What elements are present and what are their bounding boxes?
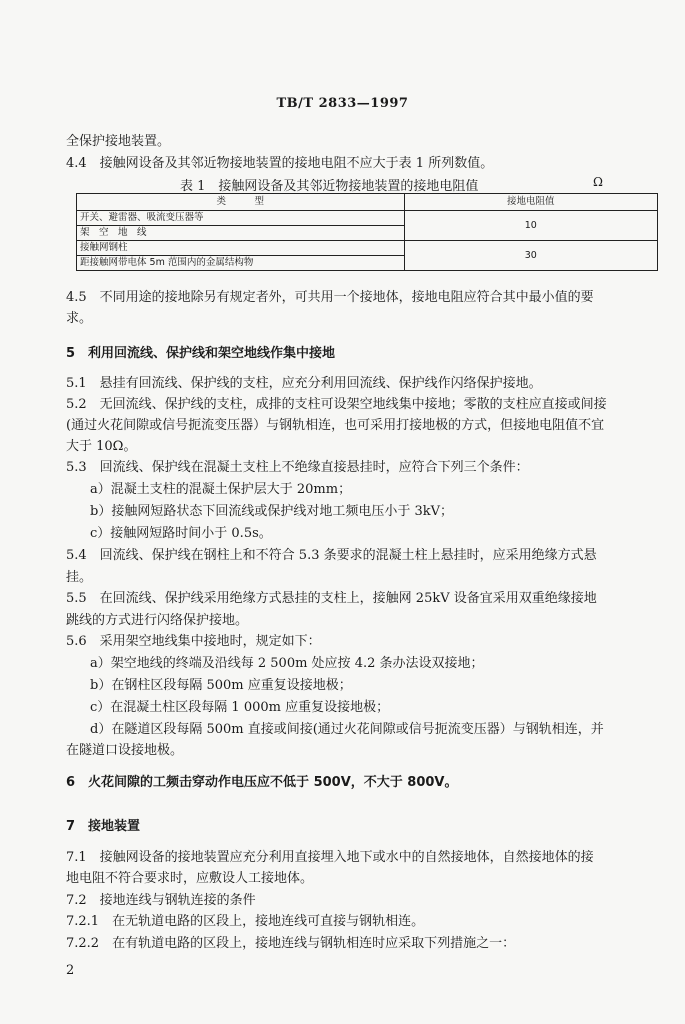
list-item: b）接触网短路状态下回流线或保护线对地工频电压小于 3kV； <box>90 504 453 519</box>
section-7-heading: 7 接地装置 <box>66 819 141 834</box>
text-line: (通过火花间隙或信号扼流变压器）与钢轨相连，也可采用打接地极的方式，但接地电阻值不宜 <box>66 418 605 433</box>
text-line: 全保护接地装置。 <box>66 134 171 149</box>
clause-7-1: 7.1 接触网设备的接地装置应充分利用直接埋入地下或水中的自然接地体，自然接地体的接 <box>66 850 594 865</box>
clause-5-3: 5.3 回流线、保护线在混凝土支柱上不绝缘直接悬挂时，应符合下列三个条件： <box>66 460 529 475</box>
page-number: 2 <box>66 963 75 978</box>
clause-7-2-2: 7.2.2 在有轨道电路的区段上，接地连线与钢轨相连时应采取下列措施之一： <box>66 936 516 951</box>
table-unit: Ω <box>593 175 603 189</box>
section-6-heading: 6 火花间隙的工频击穿动作电压应不低于 500V，不大于 800V。 <box>66 775 458 790</box>
clause-4-5: 4.5 不同用途的接地除另有规定者外，可共用一个接地体，接地电阻应符合其中最小值的要 <box>66 290 594 305</box>
list-item: a）混凝土支柱的混凝土保护层大于 20mm； <box>90 482 352 497</box>
table-cell-type: 接触网钢柱 <box>77 241 405 256</box>
standard-id-header: TB/T 2833—1997 <box>276 96 409 111</box>
clause-7-2-1: 7.2.1 在无轨道电路的区段上，接地连线可直接与钢轨相连。 <box>66 914 425 929</box>
clause-5-6: 5.6 采用架空地线集中接地时，规定如下： <box>66 634 321 649</box>
list-item: a）架空地线的终端及沿线每 2 500m 处应按 4.2 条办法设双接地； <box>90 656 484 671</box>
list-item: c）在混凝土柱区段每隔 1 000m 应重复设接地极； <box>90 700 390 715</box>
clause-5-1: 5.1 悬挂有回流线、保护线的支柱，应充分利用回流线、保护线作闪络保护接地。 <box>66 376 542 391</box>
table-cell-value: 10 <box>404 211 657 241</box>
clause-5-5: 5.5 在回流线、保护线采用绝缘方式悬挂的支柱上，接触网 25kV 设备宜采用双重绝缘接地 <box>66 591 597 606</box>
text-line: 求。 <box>66 311 93 326</box>
section-5-heading: 5 利用回流线、保护线和架空地线作集中接地 <box>66 346 336 361</box>
text-line: 挂。 <box>66 570 93 585</box>
table-caption: 表 1 接触网设备及其邻近物接地装置的接地电阻值 <box>180 179 479 194</box>
text-line: 大于 10Ω。 <box>66 439 137 454</box>
clause-7-2: 7.2 接地连线与钢轨连接的条件 <box>66 893 256 908</box>
resistance-table <box>76 193 658 271</box>
table-cell-type: 架 空 地 线 <box>77 226 405 241</box>
text-line: 在隧道口设接地极。 <box>66 743 184 758</box>
list-item: d）在隧道区段每隔 500m 直接或间接(通过火花间隙或信号扼流变压器）与钢轨相连，并 <box>90 722 604 737</box>
list-item: b）在钢柱区段每隔 500m 应重复设接地极； <box>90 678 352 693</box>
list-item: c）接触网短路时间小于 0.5s。 <box>90 526 272 541</box>
table-cell-type: 距接触网带电体 5m 范围内的金属结构物 <box>77 256 405 271</box>
table-header-value: 接地电阻值 <box>404 194 657 211</box>
table-header-type: 类 型 <box>77 194 405 211</box>
table-cell-value: 30 <box>404 241 657 271</box>
table-cell-type: 开关、避雷器、吸流变压器等 <box>77 211 405 226</box>
clause-4-4: 4.4 接触网设备及其邻近物接地装置的接地电阻不应大于表 1 所列数值。 <box>66 156 494 171</box>
clause-5-2: 5.2 无回流线、保护线的支柱，成排的支柱可设架空地线集中接地；零散的支柱应直接或间接 <box>66 397 607 412</box>
text-line: 地电阻不符合要求时，应敷设人工接地体。 <box>66 871 314 886</box>
clause-5-4: 5.4 回流线、保护线在钢柱上和不符合 5.3 条要求的混凝土柱上悬挂时，应采用绝缘方式悬 <box>66 548 597 563</box>
text-line: 跳线的方式进行闪络保护接地。 <box>66 613 249 628</box>
